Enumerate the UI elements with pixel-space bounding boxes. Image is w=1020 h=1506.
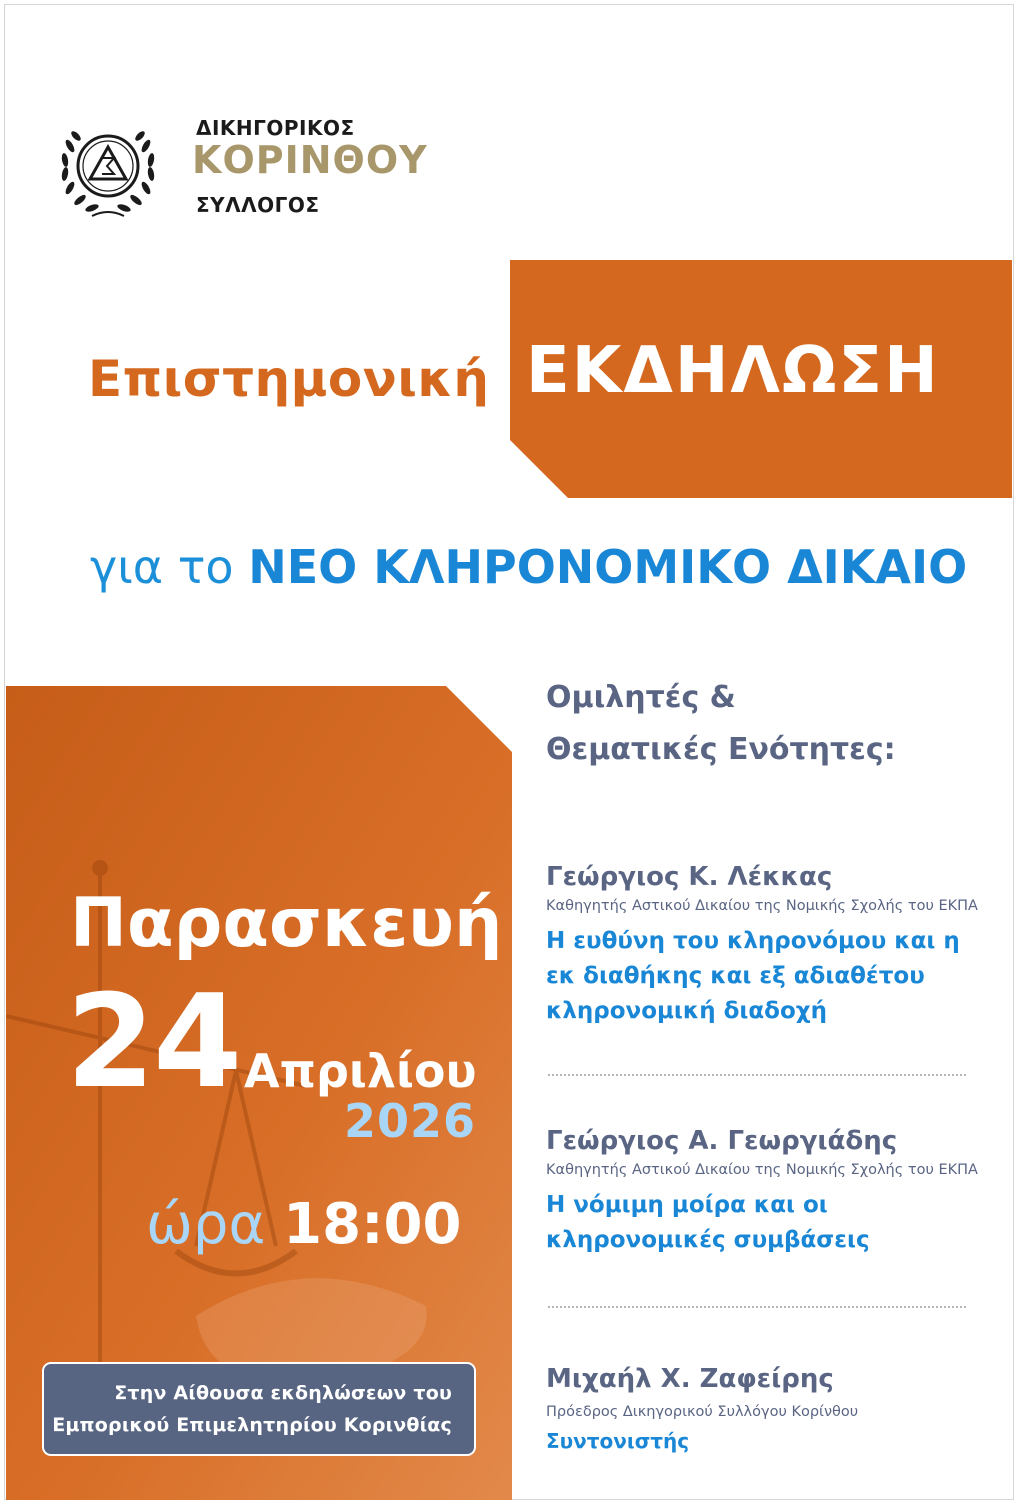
- org-name-line2: ΚΟΡΙΝΘΟΥ: [192, 138, 428, 182]
- speaker-name: Μιχαήλ Χ. Ζαφείρης: [546, 1364, 834, 1394]
- subtitle-emphasis: ΝΕΟ ΚΛΗΡΟΝΟΜΙΚΟ ΔΙΚΑΙΟ: [248, 540, 968, 594]
- event-date-number: 24: [66, 968, 241, 1117]
- time-value: 18:00: [283, 1192, 462, 1257]
- speakers-heading: [546, 672, 896, 776]
- venue-line2: Εμπορικού Επιμελητηρίου Κορινθίας: [52, 1414, 452, 1436]
- speaker-topic: [546, 1424, 689, 1459]
- event-day: Παρασκευή: [70, 884, 503, 963]
- speaker-topic-line: Η ευθύνη του κληρονόμου και η: [546, 928, 960, 954]
- title-event: ΕΚΔΗΛΩΣΗ: [526, 334, 940, 408]
- speaker-topic-line: κληρονομική διαδοχή: [546, 998, 827, 1024]
- dotted-divider: [548, 1074, 966, 1076]
- event-year: 2026: [344, 1094, 477, 1148]
- title-scientific: Επιστημονική: [88, 350, 490, 408]
- venue-box: [42, 1362, 476, 1456]
- subtitle-prefix: για το: [90, 540, 234, 594]
- subtitle: [90, 540, 967, 594]
- speaker-topic-line: Συντονιστής: [546, 1429, 690, 1453]
- speaker-role: Καθηγητής Αστικού Δικαίου της Νομικής Σχολής του ΕΚΠΑ: [546, 898, 978, 914]
- org-name-line1: ΔΙΚΗΓΟΡΙΚΟΣ: [196, 116, 355, 140]
- speaker-name: Γεώργιος Κ. Λέκκας: [546, 862, 833, 892]
- org-name-line3: ΣΥΛΛΟΓΟΣ: [196, 193, 320, 217]
- speaker-name: Γεώργιος Α. Γεωργιάδης: [546, 1126, 898, 1156]
- speaker-topic-line: εκ διαθήκης και εξ αδιαθέτου: [546, 963, 925, 989]
- speaker-topic: [546, 924, 960, 1029]
- bar-association-emblem-icon: [56, 116, 160, 224]
- speaker-role: Καθηγητής Αστικού Δικαίου της Νομικής Σχολής του ΕΚΠΑ: [546, 1162, 978, 1178]
- dotted-divider: [548, 1306, 966, 1308]
- speaker-topic-line: κληρονομικές συμβάσεις: [546, 1227, 870, 1253]
- time-label: ώρα: [146, 1192, 266, 1257]
- event-month: Απριλίου: [244, 1044, 477, 1098]
- venue-line1: Στην Αίθουσα εκδηλώσεων του: [114, 1382, 452, 1404]
- speakers-heading-line2: Θεματικές Ενότητες:: [546, 732, 896, 767]
- speaker-topic-line: Η νόμιμη μοίρα και οι: [546, 1192, 828, 1218]
- speaker-topic: [546, 1188, 870, 1258]
- speaker-role: Πρόεδρος Δικηγορικού Συλλόγου Κορίνθου: [546, 1404, 859, 1420]
- speakers-heading-line1: Ομιλητές &: [546, 680, 736, 715]
- event-time: [146, 1192, 461, 1257]
